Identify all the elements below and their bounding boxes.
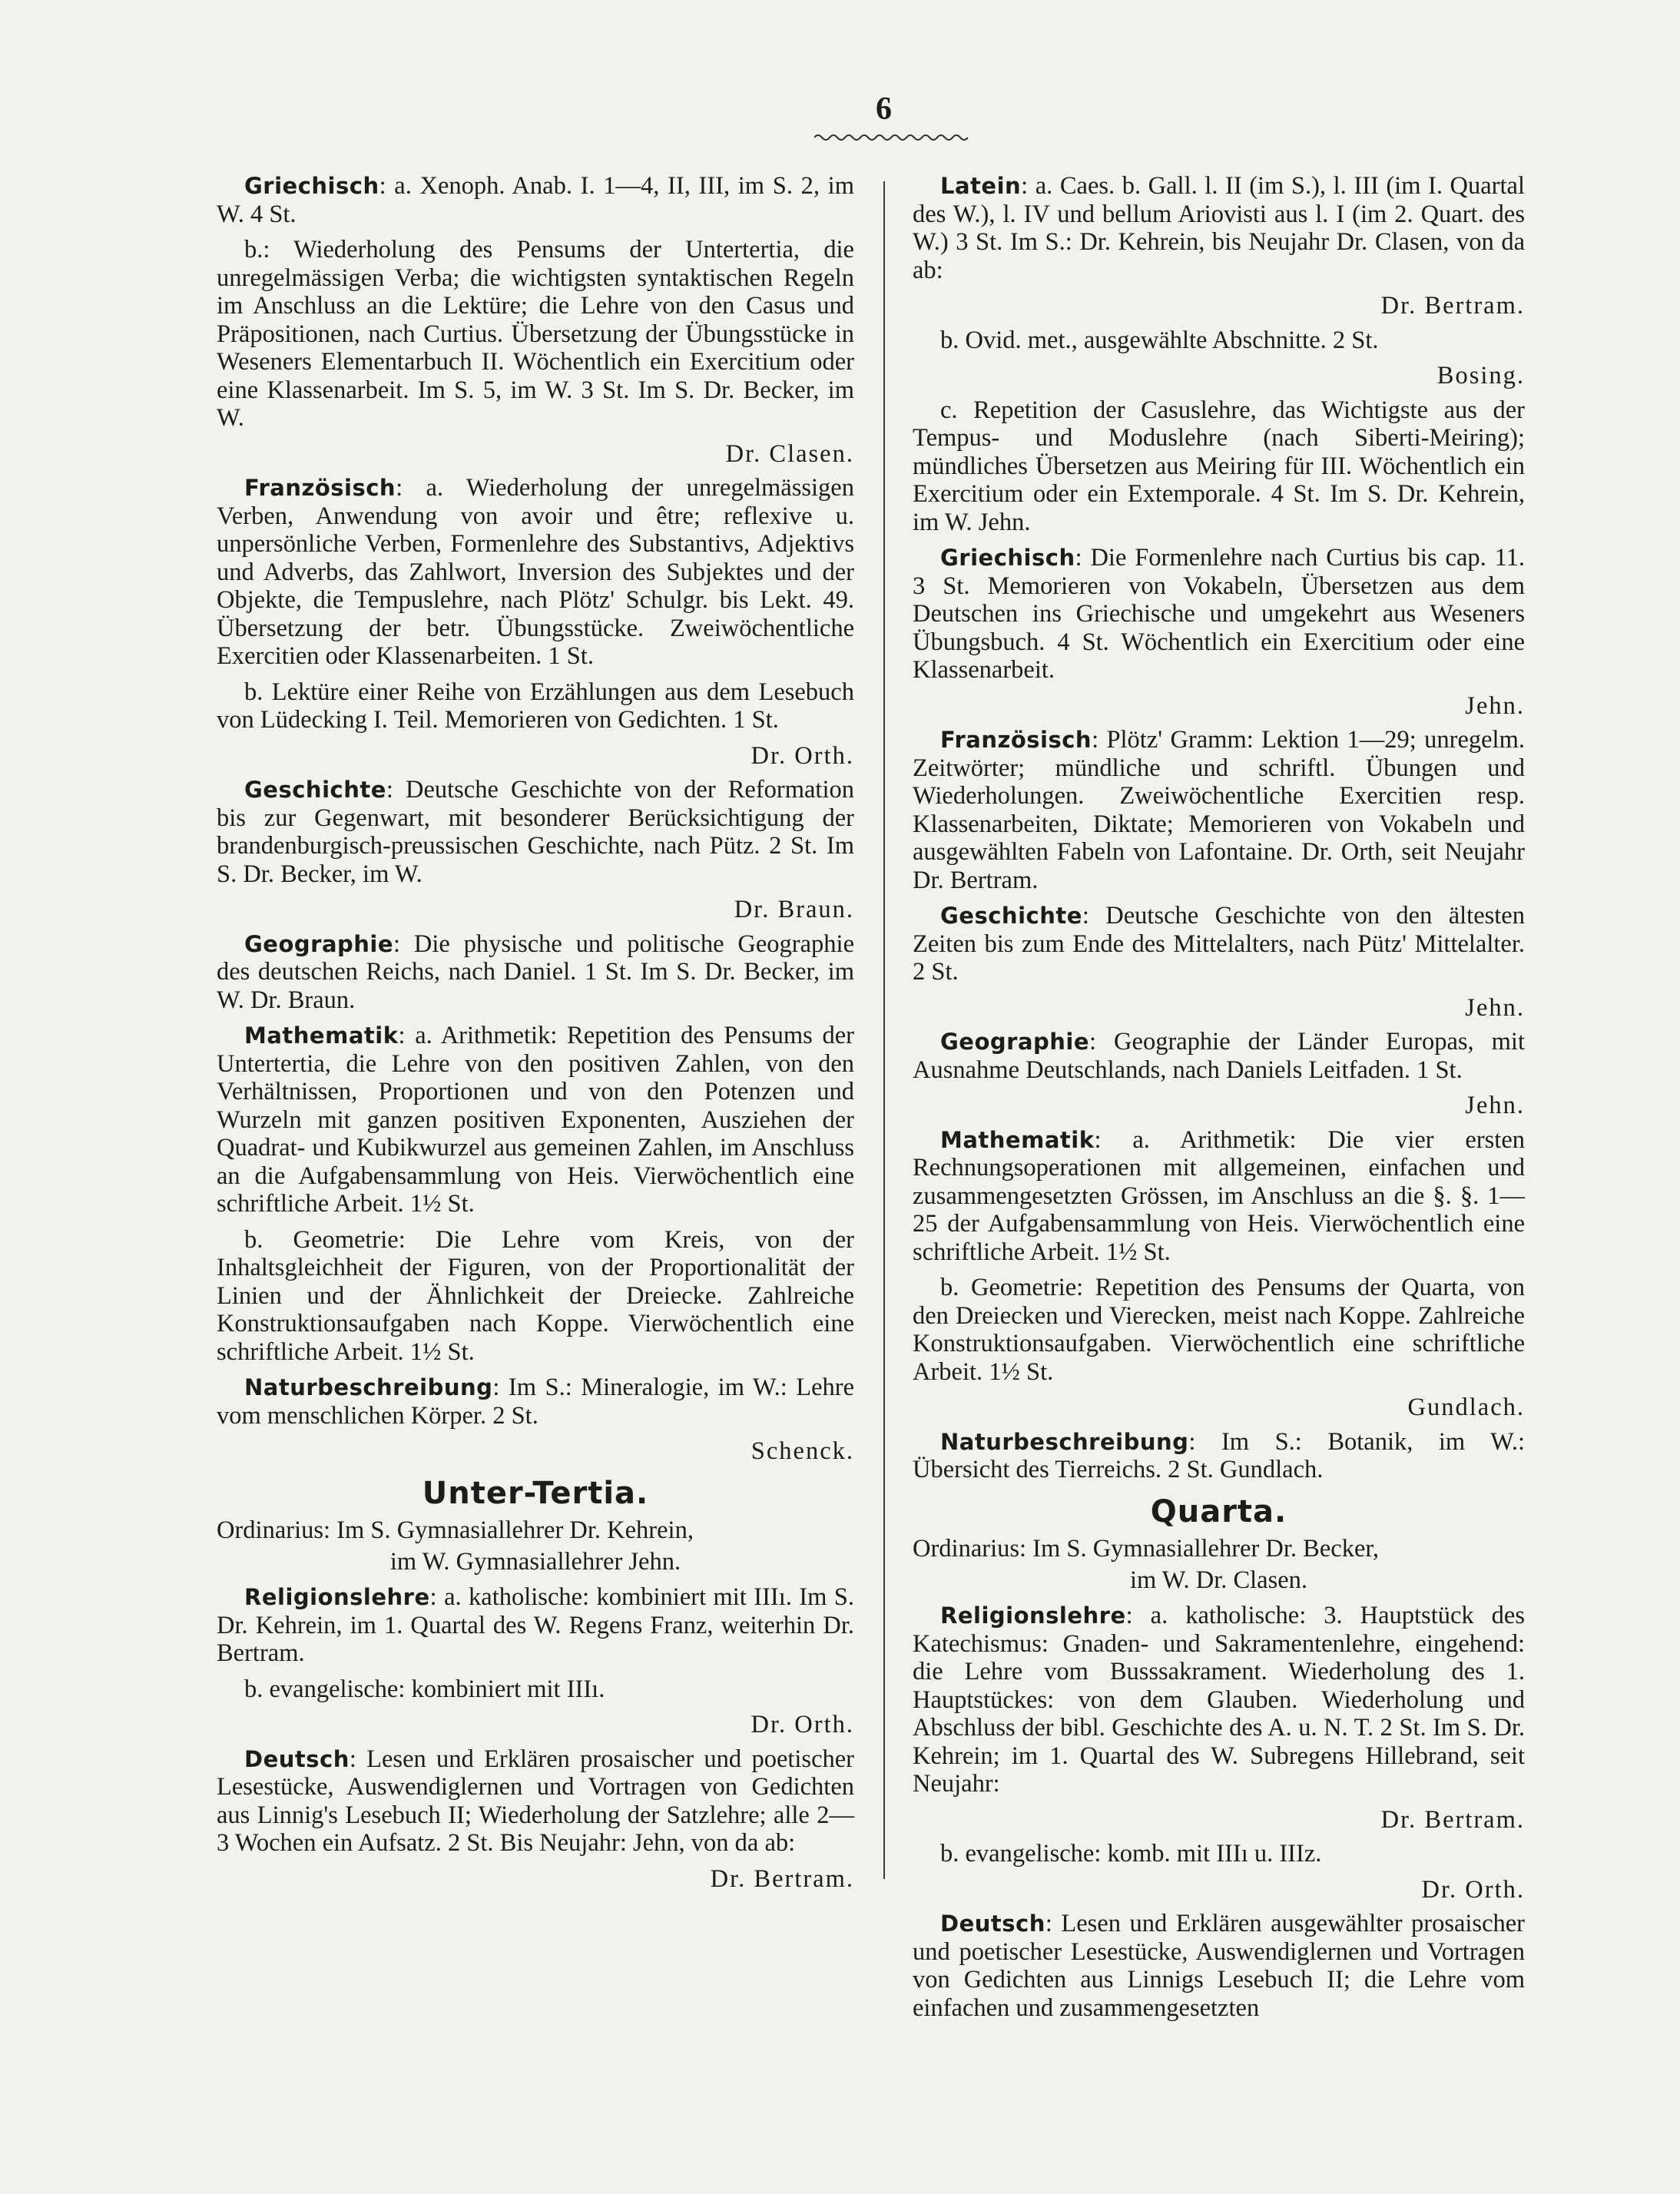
paragraph-text: : a. katholische: 3. Hauptstück des Katechismus: Gnaden- und Sakramentenlehre, eingehend: die Lehre vom Busssakrament. Wiederholung des 1. Hauptstückes: von dem Glauben. Wiederholung und Abschluss der bibl. Geschichte des A. u. N. T. 2 St. Im S. Dr. Kehrein; im 1. Quartal des W. Subregens Hillebrand, seit Neujahr: xyxy=(913,1602,1525,1798)
paragraph-text: : a. katholische: kombiniert mit IIIı. Im S. Dr. Kehrein, im 1. Quartal des W. Regens Franz, weiterhin Dr. Bertram. xyxy=(217,1583,854,1667)
subject-heading: Latein xyxy=(940,173,1022,199)
paragraph-text: : Lesen und Erklären prosaischer und poetischer Lesestücke, Auswendiglernen und Vortragen von Gedichten aus Linnig's Lesebuch II; Wiederholung der Satzlehre; alle 2—3 Wochen ein Aufsatz. 2 St. Bis Neujahr: Jehn, von da ab: xyxy=(217,1745,854,1857)
paragraph xyxy=(217,930,854,1015)
section-title: Unter-Tertia. xyxy=(422,1475,649,1511)
paragraph-text: : Deutsche Geschichte von den ältesten Zeiten bis zum Ende des Mittelalters, nach Pütz' Mittelalter. 2 St. xyxy=(913,902,1525,986)
teacher-signature: Jehn. xyxy=(1465,691,1525,720)
page-number: 6 xyxy=(876,91,892,127)
ordinarius-line: im W. Dr. Clasen. xyxy=(1129,1566,1308,1594)
paragraph xyxy=(913,1602,1525,1798)
subject-heading: Religionslehre xyxy=(244,1584,430,1610)
paragraph xyxy=(913,1274,1525,1386)
teacher-signature: Schenck. xyxy=(751,1437,854,1465)
subject-heading: Deutsch xyxy=(244,1745,350,1772)
subject-heading: Griechisch xyxy=(940,545,1075,571)
paragraph xyxy=(217,1583,854,1668)
paragraph-text: : Lesen und Erklären ausgewählter prosaischer und poetischer Lesestücke, Auswendiglernen und Vortragen von Gedichten aus Linnigs Lesebuch II; die Lehre vom einfachen und zusammengesetzten xyxy=(913,1910,1525,2022)
paragraph xyxy=(913,326,1525,355)
paragraph-text: : Im S.: Mineralogie, im W.: Lehre vom menschlichen Körper. 2 St. xyxy=(217,1374,854,1430)
paragraph xyxy=(217,1022,854,1218)
teacher-signature: Dr. Braun. xyxy=(734,896,854,923)
paragraph xyxy=(217,172,854,228)
paragraph-text: c. Repetition der Casuslehre, das Wichtigste aus der Tempus- und Moduslehre (nach Siberti-Meiring); mündliches Übersetzen aus Meiring für III. Wöchentlich ein Exercitium oder ein Extemporale. 4 St. Im S. Dr. Kehrein, im W. Jehn. xyxy=(913,396,1525,536)
paragraph-text: b. Lektüre einer Reihe von Erzählungen aus dem Lesebuch von Lüdecking I. Teil. Memorieren von Gedichten. 1 St. xyxy=(217,678,854,734)
ordinarius-line: im W. Gymnasiallehrer Jehn. xyxy=(389,1547,681,1576)
paragraph-text: : a. Xenoph. Anab. I. 1—4, II, III, im S. 2, im W. 4 St. xyxy=(217,172,854,228)
paragraph xyxy=(217,678,854,734)
paragraph xyxy=(913,1840,1525,1868)
paragraph-text: : Plötz' Gramm: Lektion 1—29; unregelm. Zeitwörter; mündliche und schriftl. Übungen und Wiederholungen. Zweiwöchentliche Exercitien resp. Klassenarbeiten, Diktate; Memorieren von Vokabeln und ausgewählten Fabeln von Lafontaine. Dr. Orth, seit Neujahr Dr. Bertram. xyxy=(913,726,1525,894)
subject-heading: Naturbeschreibung xyxy=(940,1428,1189,1455)
paragraph-text: : a. Wiederholung der unregelmässigen Verben, Anwendung von avoir und être; reflexive u. unpersönliche Verben, Formenlehre des Substantivs, Adjektivs und Adverbs, das Zahlwort, Inversion des Subjektes und der Objekte, die Tempuslehre, nach Plötz' Schulgr. bis Lekt. 49. Übersetzung der betr. Übungsstücke. Zweiwöchentliche Exercitien oder Klassenarbeiten. 1 St. xyxy=(217,474,854,670)
paragraph-text: : Die Formenlehre nach Curtius bis cap. 11. 3 St. Memorieren von Vokabeln, Übersetzen aus dem Deutschen ins Griechische und umgekehrt aus Weseners Übungsbuch. 4 St. Wöchentlich ein Exercitium oder eine Klassenarbeit. xyxy=(913,544,1525,684)
paragraph-text: : Deutsche Geschichte von der Reformation bis zur Gegenwart, mit besonderer Berücksichtigung der brandenburgisch-preussischen Geschichte, nach Pütz. 2 St. Im S. Dr. Becker, im W. xyxy=(217,776,854,888)
subject-heading: Griechisch xyxy=(244,173,379,199)
teacher-signature: Dr. Bertram. xyxy=(1380,292,1525,320)
teacher-signature: Dr. Clasen. xyxy=(725,439,854,468)
paragraph-text: : a. Arithmetik: Repetition des Pensums der Untertertia, die Lehre von den positiven Zahlen, von den Verhältnissen, Proportionen und von den Potenzen und Wurzeln mit ganzen positiven Exponenten, Ausziehen der Quadrat- und Kubikwurzel aus gemeinen Zahlen, im Anschluss an die Aufgabensammlung von Heis. Vierwöchentlich eine schriftliche Arbeit. 1½ St. xyxy=(217,1022,854,1218)
teacher-signature: Dr. Orth. xyxy=(751,741,854,770)
paragraph xyxy=(913,172,1525,284)
paragraph xyxy=(913,1910,1525,2022)
ordinarius-line: Ordinarius: Im S. Gymnasiallehrer Dr. Becker, xyxy=(913,1535,1380,1563)
paragraph xyxy=(913,902,1525,986)
ordinarius-line: Ordinarius: Im S. Gymnasiallehrer Dr. Kehrein, xyxy=(217,1516,694,1544)
section-title: Quarta. xyxy=(1150,1493,1287,1530)
subject-heading: Naturbeschreibung xyxy=(244,1374,493,1400)
paragraph-text: : Geographie der Länder Europas, mit Ausnahme Deutschlands, nach Daniels Leitfaden. 1 St. xyxy=(913,1028,1525,1084)
paragraph-text: : a. Arithmetik: Die vier ersten Rechnungsoperationen mit allgemeinen, einfachen und zusammengesetzten Grössen, im Anschluss an die §. §. 1—25 der Aufgabensammlung von Heis. Vierwöchentlich eine schriftliche Arbeit. 1½ St. xyxy=(913,1125,1525,1266)
subject-heading: Religionslehre xyxy=(940,1602,1126,1629)
teacher-signature: Dr. Orth. xyxy=(751,1711,854,1738)
paragraph-text: b. Ovid. met., ausgewählte Abschnitte. 2 St. xyxy=(940,326,1379,354)
paragraph-text: b. Geometrie: Repetition des Pensums der Quarta, von den Dreiecken und Vierecken, meist nach Koppe. Zahlreiche Konstruktionsaufgaben. Vierwöchentlich eine schriftliche Arbeit. 1½ St. xyxy=(913,1274,1525,1386)
paragraph-text: b. evangelische: kombiniert mit IIIı. xyxy=(244,1675,605,1703)
paragraph xyxy=(217,1374,854,1430)
paragraph-text: b. evangelische: komb. mit IIIı u. IIIz. xyxy=(940,1840,1322,1868)
subject-heading: Geographie xyxy=(244,930,394,957)
paragraph xyxy=(217,474,854,671)
teacher-signature: Dr. Bertram. xyxy=(1380,1805,1525,1834)
teacher-signature: Dr. Orth. xyxy=(1421,1875,1525,1904)
paragraph xyxy=(913,1428,1525,1484)
subject-heading: Geschichte xyxy=(940,903,1082,929)
paragraph-text: : Die physische und politische Geographie des deutschen Reichs, nach Daniel. 1 St. Im S. Dr. Becker, im W. Dr. Braun. xyxy=(217,930,854,1014)
subject-heading: Französisch xyxy=(940,727,1092,753)
teacher-signature: Dr. Bertram. xyxy=(710,1864,854,1893)
paragraph xyxy=(217,1745,854,1858)
subject-heading: Deutsch xyxy=(940,1911,1045,1937)
column-divider xyxy=(883,181,885,1879)
teacher-signature: Bosing. xyxy=(1436,362,1525,389)
paragraph xyxy=(913,544,1525,684)
subject-heading: Mathematik xyxy=(940,1126,1095,1153)
teacher-signature: Jehn. xyxy=(1465,993,1525,1022)
header-ornament xyxy=(814,132,968,143)
subject-heading: Französisch xyxy=(244,475,396,501)
subject-heading: Geschichte xyxy=(244,777,386,803)
paragraph xyxy=(217,1675,854,1704)
paragraph xyxy=(913,726,1525,894)
paragraph xyxy=(217,236,854,433)
paragraph xyxy=(913,1028,1525,1084)
paragraph xyxy=(217,776,854,888)
paragraph-text: b. Geometrie: Die Lehre vom Kreis, von der Inhaltsgleichheit der Figuren, von der Proportionalität der Linien und der Ähnlichkeit der Dreiecke. Zahlreiche Konstruktionsaufgaben nach Koppe. Vierwöchentlich eine schriftliche Arbeit. 1½ St. xyxy=(217,1225,854,1366)
subject-heading: Geographie xyxy=(940,1029,1090,1055)
paragraph-text: : a. Caes. b. Gall. l. II (im S.), l. III (im I. Quartal des W.), l. IV und bellum Ariovisti aus l. I (im 2. Quart. des W.) 3 St. Im S.: Dr. Kehrein, bis Neujahr Dr. Clasen, von da ab: xyxy=(913,172,1525,284)
teacher-signature: Gundlach. xyxy=(1407,1394,1525,1421)
subject-heading: Mathematik xyxy=(244,1022,399,1049)
paragraph-text: b.: Wiederholung des Pensums der Untertertia, die unregelmässigen Verba; die wichtigsten syntaktischen Regeln im Anschluss an die Lektüre; die Lehre von den Casus und Präpositionen, nach Curtius. Übersetzung der Übungsstücke in Weseners Elementarbuch II. Wöchentlich ein Exercitium oder eine Klassenarbeit. Im S. 5, im W. 3 St. Im S. Dr. Becker, im W. xyxy=(217,236,854,432)
right-column xyxy=(913,172,1525,2030)
left-column xyxy=(217,172,854,1899)
paragraph xyxy=(913,1126,1525,1267)
paragraph xyxy=(217,1226,854,1367)
paragraph xyxy=(913,396,1525,537)
teacher-signature: Jehn. xyxy=(1465,1092,1525,1119)
paragraph-text: : Im S.: Botanik, im W.: Übersicht des Tierreichs. 2 St. Gundlach. xyxy=(913,1427,1525,1483)
